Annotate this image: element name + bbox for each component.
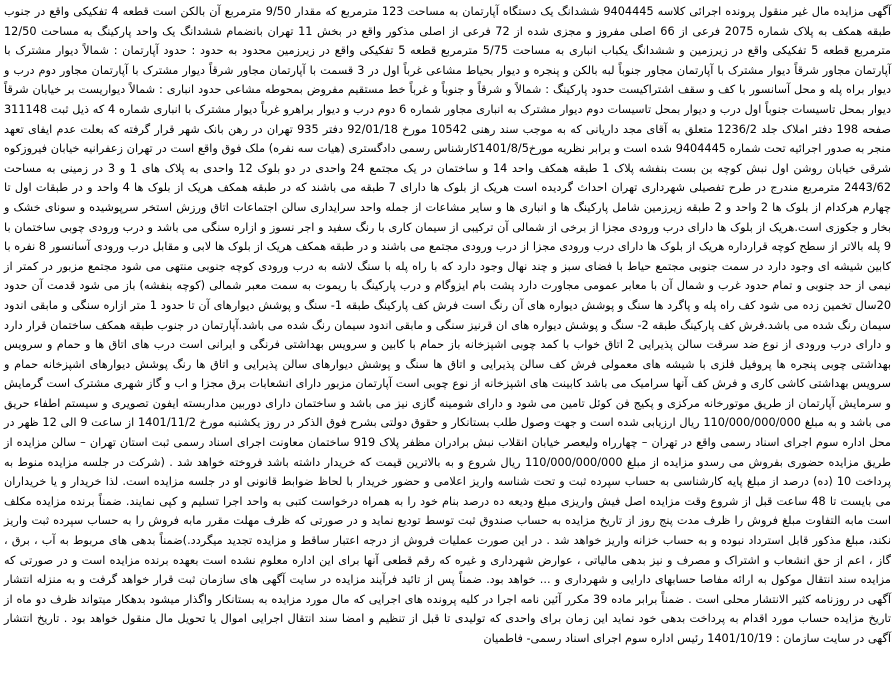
auction-notice-text: آگهی مزایده مال غیر منقول پرونده اجرائی کلاسه 9404445 ششدانگ یک دستگاه آپارتمان به مساحت 123 مترمربع که مقدار 9/50 مترمربع آن بالکن است قطعه 4 تفکیکی واقع در جنوب طبقه همکف به پلاک شماره 2075 فرعی از 66 اصلی مفروز و مجزی شده از 72 فرعی از اصلی مذکور واقع در بخش 11 تهران بانضمام ششدانگ یک واحد پارکینگ به مساحت 12/50 مترمربع قطعه 5 تفکیکی واقع در زیرزمین و ششدانگ یکباب انباری به مساحت 5/75 مترمربع قطعه 5 تفکیکی واقع در زیرزمین محدود به حدود : حدود آپارتمان : شمالاً دیوار مشترک با آپارتمان مجاور شرقاً دیوار مشترک با آپارتمان مجاور جنوباً لبه بالکن و پنجره و دیوار بحیاط مشاعی غرباً اول در 3 قسمت با آپارتمان مجاور شرقاً دیوار مشترک با آپارتمان مجاور دوم درب و دیوار براه پله و محل آسانسور با کف و سقف اشتراکیست حدود پارکینگ : شمالاً و شرقاً و جنوباً و غرباً خط مستقیم مفروض بمحوطه مشاعی حدود انباری : شمالاً دیواریست بر خیابان شرقاً دیوار بمحل تاسیسات جنوباً اول درب و دیوار بمحل تاسیسات دوم دیوار مشترک به انباری مجاور شماره 6 دوم درب و دیوار براهرو غرباً دیوار مشترک با انباری شماره 4 که ذیل ثبت 311148 صفحه 198 دفتر املاک جلد 1236/2 متعلق به آقای مجد داریانی که به موجب سند رهنی 10542 مورخ 92/01/18 دفتر 935 تهران در رهن بانک شهر قرار گرفته که بعلت عدم ایفای تعهد منجر به صدور اجرائیه تحت شماره 9404445 شده است و برابر نظریه مورخ1401/8/5کارشناس رسمی دادگستری (هیات سه نفره) ملک فوق واقع است در تهران زعفرانیه خیابان فیروزکوه شرقی خیابان روشن اول نبش کوچه بن بست بنفشه پلاک 1 طبقه همکف واحد 14 و ساختمان در یک مجتمع 24 واحدی در دو بلوک 12 واحدی به پلاک های 1 و 3 در زمینی به مساحت 2443/62 مترمربع مندرج در طرح تفصیلی شهرداری تهران احداث گردیده است هریک از بلوک ها دارای 7 طبقه می باشند که در طبقه همکف هریک از بلوک ها 4 واحد و در طبقات اول تا چهارم هرکدام از بلوک ها 2 واحد و 2 طبقه زیرزمین شامل پارکینگ ها و انباری ها و سایر مشاعات از جمله واحد سرایداری سالن اجتماعات اتاق ورزش استخر سرپوشیده و سونای خشک و بخار و جکوزی است.هریک از بلوک ها دارای درب ورودی مجزا از برخی از شمالی آن ترکیبی از سیمان کاری با رنگ سفید و اجر نسوز و ازاره سنگی می باشد و درب ورودی چوبی ساختمان با 9 پله بالاتر از سطح کوچه قرارداره هریک از بلوک ها دارای درب ورودی مجزا از درب ورودی مجتمع می باشند و در طبقه همکف هریک از بلوک ها لابی و مقابل درب ورودی آسانسور 8 نفره با کابین شیشه ای وجود دارد در سمت جنوبی مجتمع حیاط با فضای سبز و چند نهال وجود دارد که با راه پله با سنگ لاشه به درب ورودی کوچه جنوبی منتهی می شود مجتمع مزبور در کمتر از نیمی از حد جنوبی و تمام حدود غرب و شمال آن با معابر عمومی مجاورت دارد پشت بام ایزوگام و درب پارکینگ با ریموت به سمت معبر شمالی (کوچه بنفشه) باز می شود قدمت آن حدود 20سال تخمین زده می شود کف راه پله و پاگرد ها سنگ و پوشش دیواره های آن رنگ است فرش کف پارکینگ طبقه 1- سنگ و پوشش دیوارهای آن تا حدود 1 متر ازاره سنگی و مابقی اندود سیمان رنگ شده می باشد.فرش کف پارکینگ طبقه 2- سنگ و پوشش دیواره های ان قرنیز سنگی و مابقی اندود سیمان رنگ شده می باشد.آپارتمان در جنوب طبقه همکف ساختمان قرار دارد و دارای درب ورودی از نوع ضد سرقت سالن پذیرایی 2 اتاق خواب با کمد چوبی اشپزخانه باز حمام با کابین و سرویس بهداشتی فرنگی و ایرانی است درب های اتاق ها و حمام و سرویس بهداشتی چوبی پنجره ها پروفیل فلزی با شیشه های معمولی فرش کف سالن پذیرایی و اتاق ها سنگ و پوشش دیوارهای سالن پذیرایی و اتاق ها رنگ پوشش دیوارهای اشپزخانه حمام و سرویس بهداشتی کاشی کاری و فرش کف آنها سرامیک می باشد کابینت های اشپزخانه از نوع چوبی است آپارتمان مزبور دارای انشعابات برق مجزا و اب و گاز شهری مشترک است گرمایش و سرمایش آپارتمان از طریق موتورخانه مرکزی و پکیج فن کوئل تامین می شود و دارای شومینه گازی نیز می باشد و ساختمان دارای دوربین مداربسته ایفون تصویری و سیستم اطفاء حریق می باشد و به مبلغ 110/000/000/000 ریال ارزیابی شده است و جهت وصول طلب بستانکار و حقوق دولتی بشرح فوق الذکر در روز یکشنبه مورخ 1401/11/2 از ساعت 9 الی 12 ظهر در محل اداره سوم اجرای اسناد رسمی واقع در تهران – چهارراه ولیعصر خیابان انقلاب نبش برادران مظفر پلاک 919 ساختمان معاونت اجرای اسناد رسمی ثبت استان تهران – سالن مزایده از طریق مزایده حضوری بفروش می رسدو مزایده از مبلغ 110/000/000/000 ریال شروع و به بالاترین قیمت که خریدار داشته باشد فروخته خواهد شد . (شرکت در جلسه مزایده منوط به پرداخت 10 (ده) درصد از مبلغ پایه کارشناسی به حساب سپرده ثبت و تحت شناسه واریز اعلامی و حضور خریدار با لحاظ ضوابط قانونی او در جلسه مزایده است. لذا خریدار و یا خریداران می بایست تا 48 ساعت قبل از شروع وقت مزایده اصل فیش واریزی مبلغ ودیعه ده درصد بنام خود را به همراه درخواست کتبی به واحد اجرا تسلیم و کپی نمایند. ضمناً برنده مزایده مکلف است مابه التفاوت مبلغ فروش را ظرف مدت پنج روز از تاریخ مزایده به حساب صندوق ثبت توسط تودیع نماید و در صورتی که ظرف مهلت مقرر مابه فروش را به حساب سپرده ثبت واریز نکند، مبلغ مذکور قابل استرداد نبوده و به حساب خزانه واریز خواهد شد . در این صورت عملیات فروش از درجه اعتبار ساقط و مزایده تجدید میگردد.)ضمناً بدهی های مربوط به آب ، برق ، گاز ، اعم از حق انشعاب و اشتراک و مصرف و نیز بدهی مالیاتی ، عوارض شهرداری و غیره که رقم قطعی آنها برای این اداره معلوم نشده است بعهده برنده مزایده است و در صورتی که مزایده سند انتقال موکول به ارائه مفاصا حسابهای دارایی و شهرداری و ... خواهد بود. ضمناً پس از تائید فرآیند مزایده در سایت آگهی های سازمان ثبت قرار خواهد گرفت و به منزله انتشار آگهی در روزنامه کثیر الانتشار محلی است . ضمناً برابر ماده 39 مکرر آئین نامه اجرا در کلیه پرونده های اجرایی که مال مورد مزایده به بستانکار واگذار میشود بدهکار میتواند ظرف دو ماه از تاریخ مزایده حساب مورد اقدام به پرداخت بدهی خود نماید این زمان برای واحدی که تولیدی تا قبل از تنظیم و امضا سند انتقال اجرایی اموال یا تحویل مال منقول خواهد بود . تاریخ انتشار آگهی در سایت سازمان : 1401/10/19 رئیس اداره سوم اجرای اسناد رسمی- فاطمیان [4,5,892,645]
